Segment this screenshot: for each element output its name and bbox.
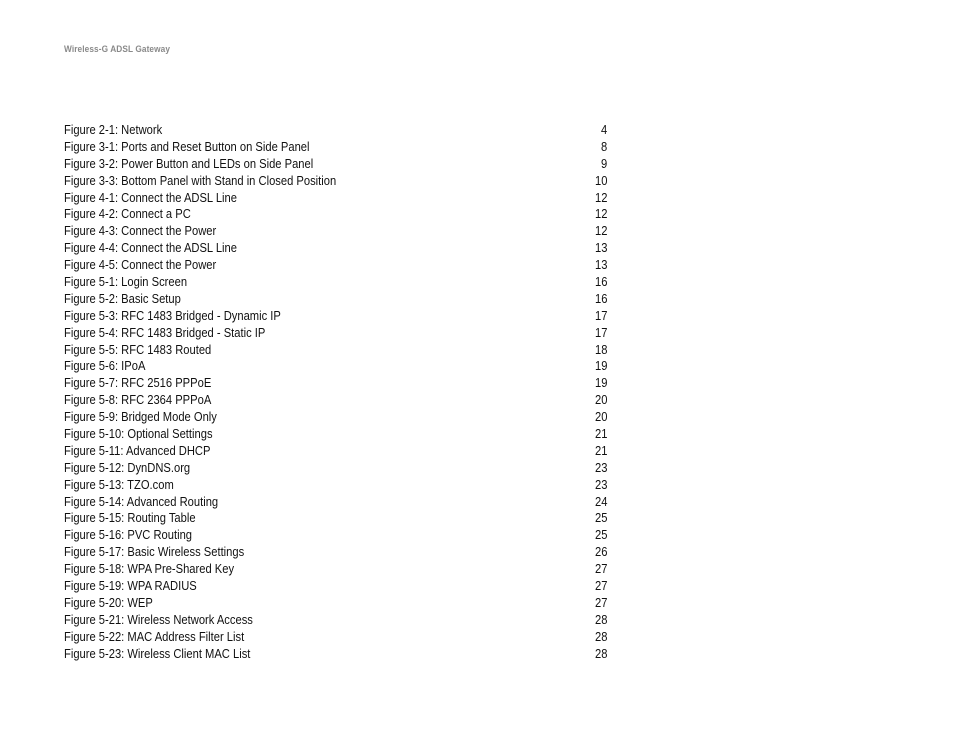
figure-title: Figure 2-1: Network — [64, 122, 163, 137]
figure-page-number: 10 — [594, 172, 607, 188]
figure-title: Figure 3-2: Power Button and LEDs on Side Panel — [64, 155, 314, 171]
figure-title: Figure 4-4: Connect the ADSL Line — [64, 240, 237, 256]
list-item[interactable] — [64, 291, 607, 308]
figure-title: Figure 5-8: RFC 2364 PPPoA — [64, 392, 212, 408]
list-item[interactable] — [64, 409, 607, 426]
list-item[interactable] — [64, 206, 607, 223]
figure-title: Figure 4-5: Connect the Power — [64, 257, 217, 273]
list-item[interactable] — [64, 460, 607, 477]
list-item[interactable] — [64, 240, 607, 257]
figure-page-number: 12 — [594, 206, 607, 222]
list-item[interactable] — [64, 494, 607, 511]
list-item[interactable] — [64, 426, 607, 443]
figure-page-number: 13 — [594, 240, 607, 256]
figure-page-number: 27 — [594, 561, 607, 577]
figure-title: Figure 5-12: DynDNS.org — [64, 459, 191, 475]
list-item[interactable] — [64, 342, 607, 359]
figure-page-number: 28 — [594, 628, 607, 644]
figure-title: Figure 5-21: Wireless Network Access — [64, 611, 253, 627]
figure-page-number: 25 — [594, 510, 607, 526]
list-item[interactable] — [64, 578, 607, 595]
list-item[interactable] — [64, 156, 607, 173]
figure-title: Figure 5-16: PVC Routing — [64, 527, 193, 543]
figure-title: Figure 5-11: Advanced DHCP — [64, 442, 211, 458]
figure-page-number: 17 — [594, 307, 607, 323]
running-header: Wireless-G ADSL Gateway — [64, 44, 171, 54]
figure-page-number: 19 — [594, 375, 607, 391]
list-item[interactable] — [64, 527, 607, 544]
figure-title: Figure 4-3: Connect the Power — [64, 223, 217, 239]
figure-title: Figure 3-3: Bottom Panel with Stand in Closed Position — [64, 172, 337, 188]
figure-title: Figure 5-22: MAC Address Filter List — [64, 628, 245, 644]
figure-page-number: 20 — [594, 409, 607, 425]
figure-title: Figure 5-7: RFC 2516 PPPoE — [64, 375, 212, 391]
figure-page-number: 27 — [594, 594, 607, 610]
figure-page-number: 17 — [594, 324, 607, 340]
figure-title: Figure 5-2: Basic Setup — [64, 290, 181, 306]
figure-page-number: 12 — [594, 189, 607, 205]
figure-page-number: 4 — [600, 122, 607, 137]
figure-page-number: 16 — [594, 274, 607, 290]
list-item[interactable] — [64, 443, 607, 460]
list-item[interactable] — [64, 544, 607, 561]
list-item[interactable] — [64, 510, 607, 527]
figure-page-number: 9 — [600, 155, 607, 171]
figure-page-number: 12 — [594, 223, 607, 239]
list-item[interactable] — [64, 595, 607, 612]
figure-title: Figure 4-1: Connect the ADSL Line — [64, 189, 237, 205]
list-item[interactable] — [64, 122, 607, 139]
figure-page-number: 18 — [594, 341, 607, 357]
figure-page-number: 27 — [594, 578, 607, 594]
figure-title: Figure 5-10: Optional Settings — [64, 426, 213, 442]
figure-page-number: 21 — [594, 442, 607, 458]
figure-page-number: 19 — [594, 358, 607, 374]
figure-title: Figure 5-1: Login Screen — [64, 274, 188, 290]
list-item[interactable] — [64, 139, 607, 156]
list-item[interactable] — [64, 646, 607, 663]
list-item[interactable] — [64, 325, 607, 342]
list-item[interactable] — [64, 190, 607, 207]
figure-title: Figure 5-17: Basic Wireless Settings — [64, 544, 245, 560]
figure-title: Figure 4-2: Connect a PC — [64, 206, 191, 222]
figure-title: Figure 3-1: Ports and Reset Button on Side Panel — [64, 138, 310, 154]
figure-title: Figure 5-20: WEP — [64, 594, 153, 610]
figure-title: Figure 5-14: Advanced Routing — [64, 493, 219, 509]
list-item[interactable] — [64, 308, 607, 325]
figure-title: Figure 5-15: Routing Table — [64, 510, 196, 526]
figure-page-number: 20 — [594, 392, 607, 408]
list-item[interactable] — [64, 358, 607, 375]
figure-page-number: 24 — [594, 493, 607, 509]
figure-title: Figure 5-5: RFC 1483 Routed — [64, 341, 212, 357]
figure-title: Figure 5-19: WPA RADIUS — [64, 578, 197, 594]
list-item[interactable] — [64, 274, 607, 291]
figure-page-number: 25 — [594, 527, 607, 543]
list-item[interactable] — [64, 561, 607, 578]
list-item[interactable] — [64, 375, 607, 392]
list-item[interactable] — [64, 173, 607, 190]
figure-title: Figure 5-13: TZO.com — [64, 476, 174, 492]
figure-page-number: 23 — [594, 476, 607, 492]
list-item[interactable] — [64, 257, 607, 274]
figure-title: Figure 5-18: WPA Pre-Shared Key — [64, 561, 235, 577]
figure-title: Figure 5-23: Wireless Client MAC List — [64, 645, 251, 661]
list-item[interactable] — [64, 629, 607, 646]
list-item[interactable] — [64, 477, 607, 494]
figure-page-number: 28 — [594, 611, 607, 627]
figure-title: Figure 5-3: RFC 1483 Bridged - Dynamic IP — [64, 307, 281, 323]
figure-page-number: 21 — [594, 426, 607, 442]
list-item[interactable] — [64, 223, 607, 240]
figure-page-number: 23 — [594, 459, 607, 475]
figure-page-number: 16 — [594, 290, 607, 306]
figure-page-number: 8 — [600, 138, 607, 154]
figure-title: Figure 5-4: RFC 1483 Bridged - Static IP — [64, 324, 266, 340]
figure-title: Figure 5-6: IPoA — [64, 358, 146, 374]
figure-page-number: 13 — [594, 257, 607, 273]
figure-page-number: 28 — [594, 645, 607, 661]
figure-title: Figure 5-9: Bridged Mode Only — [64, 409, 217, 425]
figure-page-number: 26 — [594, 544, 607, 560]
list-item[interactable] — [64, 392, 607, 409]
list-item[interactable] — [64, 612, 607, 629]
list-of-figures — [64, 122, 607, 663]
